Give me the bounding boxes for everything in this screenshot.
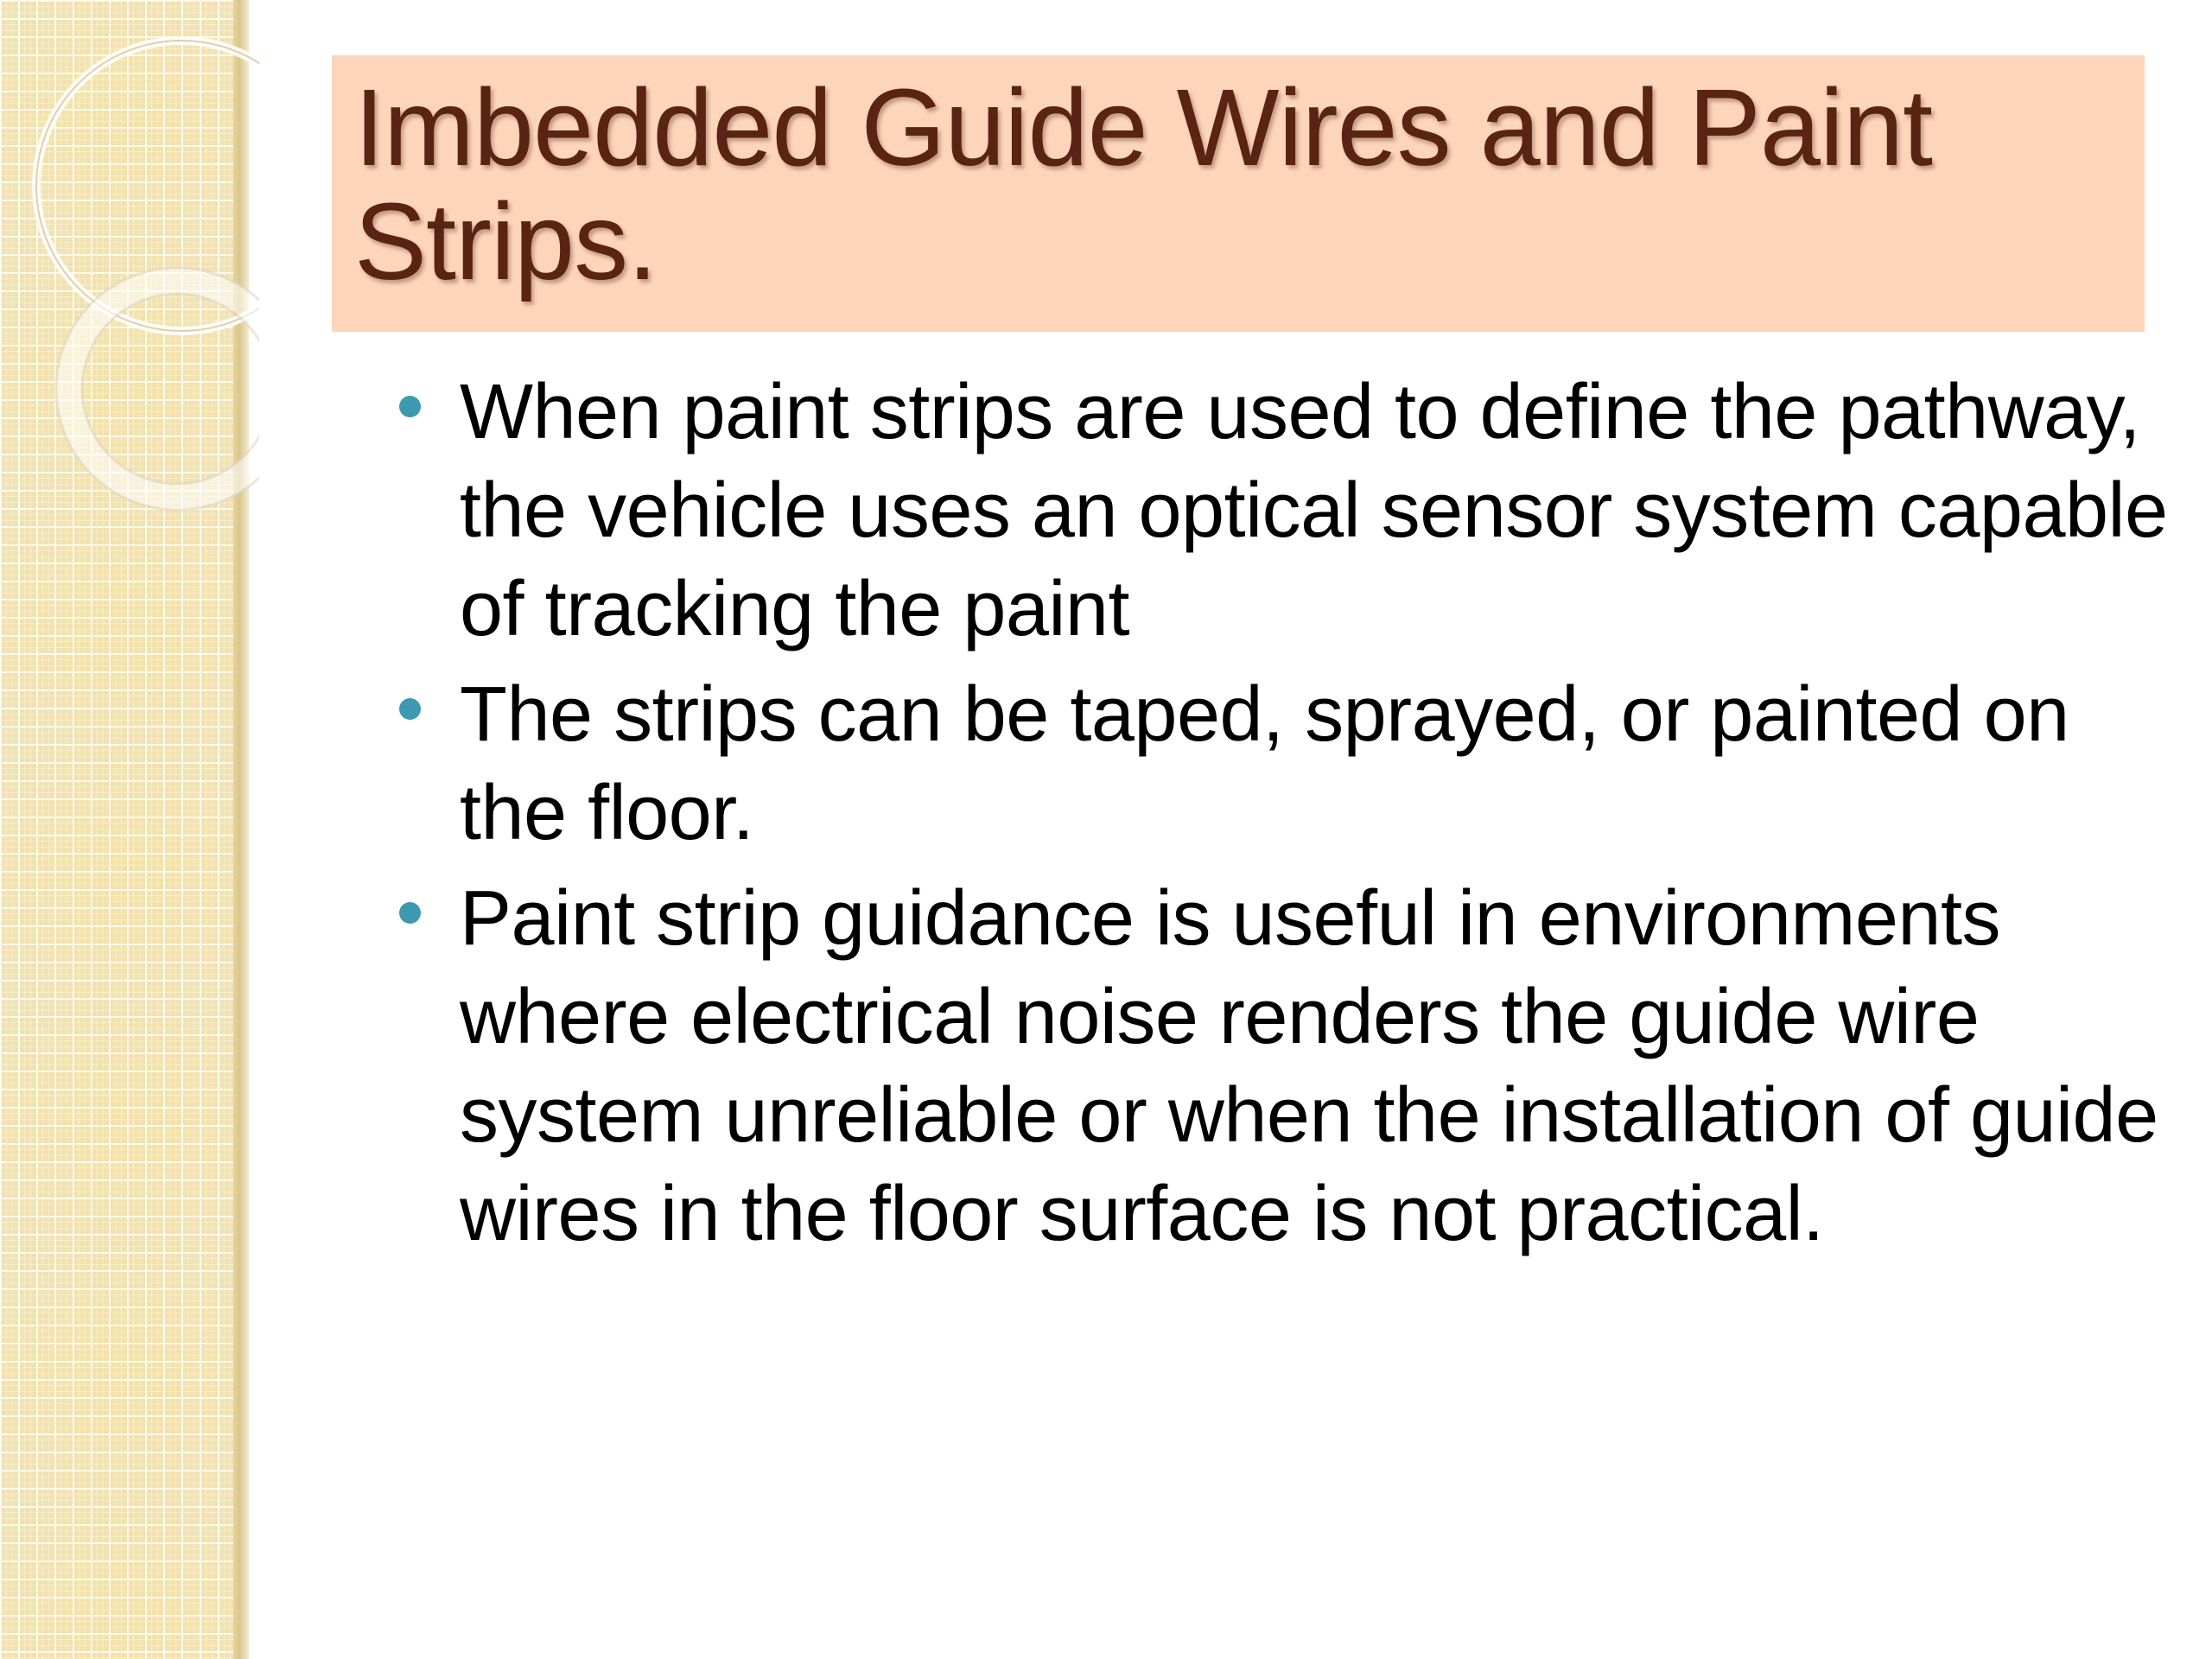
decorative-rings bbox=[0, 0, 259, 553]
bullet-text: When paint strips are used to define the pathway, the vehicle uses an optical sensor system capable of tracking the paint bbox=[460, 369, 2168, 652]
bullet-text: Paint strip guidance is useful in environments where electrical noise renders the guide wire system unreliable or when the installation of guide wires in the floor surface is not practical. bbox=[460, 875, 2158, 1257]
bullet-item bbox=[392, 869, 2181, 1263]
title-banner bbox=[332, 55, 2145, 332]
bullet-dot-icon bbox=[399, 396, 421, 417]
slide-title: Imbedded Guide Wires and Paint Strips. bbox=[354, 67, 1933, 302]
bullet-dot-icon bbox=[399, 902, 421, 924]
bullet-text: The strips can be taped, sprayed, or painted on the floor. bbox=[460, 671, 2069, 856]
bullet-list bbox=[392, 363, 2181, 1270]
bullet-item bbox=[392, 665, 2181, 862]
bullet-dot-icon bbox=[399, 698, 421, 720]
bullet-item bbox=[392, 363, 2181, 658]
